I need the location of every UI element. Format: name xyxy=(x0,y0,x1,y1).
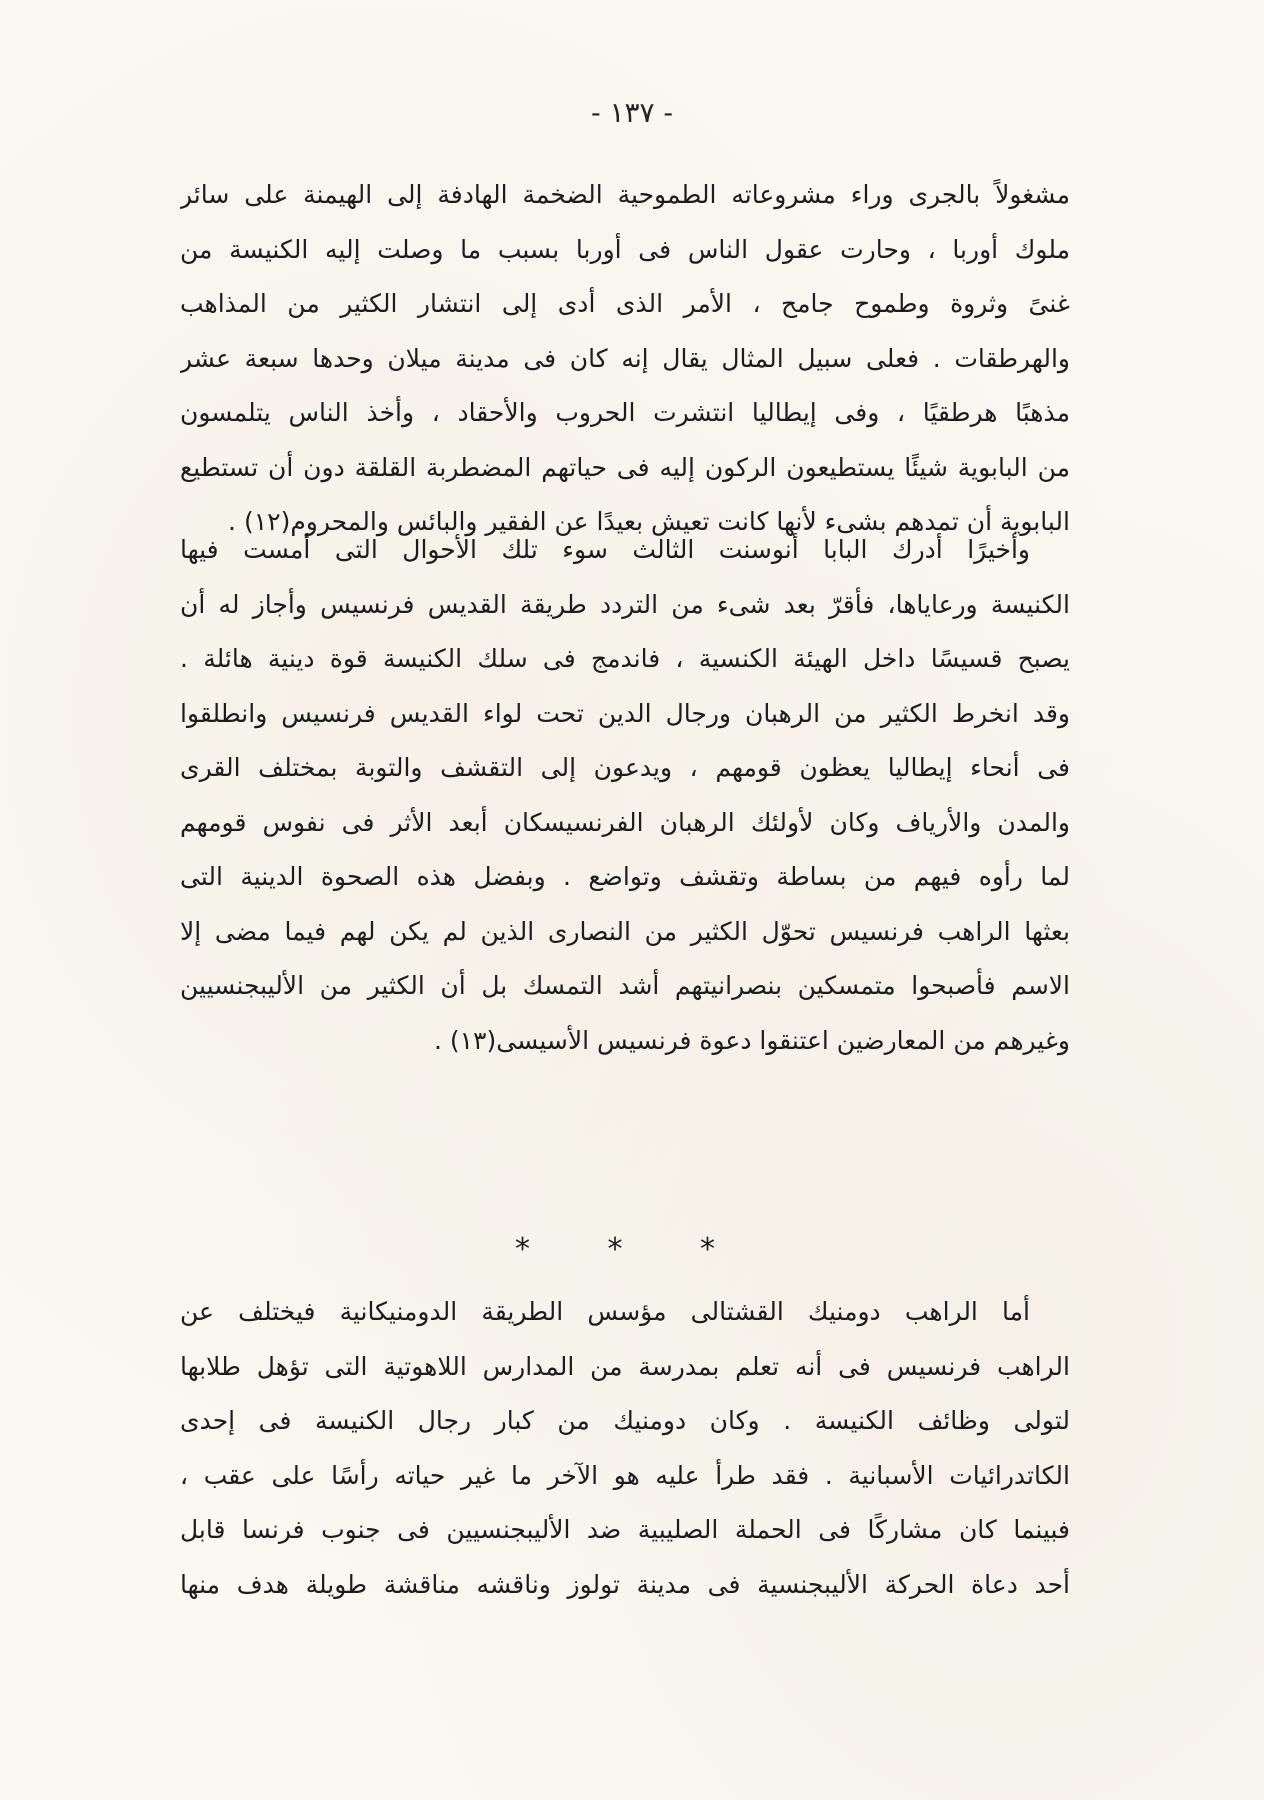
text-line: غنىً وثروة وطموح جامح ، الأمر الذى أدى إلى انتشار الكثير من المذاهب xyxy=(180,289,1070,318)
text-line: من البابوية شيئًا يستطيعون الركون إليه فى حياتهم المضطربة القلقة دون أن تستطيع xyxy=(180,452,1070,482)
text-line: فبينما كان مشاركًا فى الحملة الصليبية ضد الأليبجنسيين فى جنوب فرنسا قابل xyxy=(180,1515,1070,1544)
page-number: - ١٣٧ - xyxy=(591,96,673,129)
text-line: البابوية أن تمدهم بشىء لأنها كانت تعيش بعيدًا عن الفقير والبائس والمحروم(١٢) . xyxy=(228,507,1070,536)
text-line: فى أنحاء إيطاليا يعظون قومهم ، ويدعون إلى التقشف والتوبة بمختلف القرى xyxy=(180,753,1070,782)
text-line: وأخيرًا أدرك البابا أنوسنت الثالث سوء تلك الأحوال التى أمست فيها xyxy=(180,535,1030,564)
text-line: لتولى وظائف الكنيسة . وكان دومنيك من كبار رجال الكنيسة فى إحدى xyxy=(180,1406,1070,1435)
text-line: الكاتدرائيات الأسبانية . فقد طرأ عليه هو الآخر ما غير حياته رأسًا على عقب ، xyxy=(180,1460,1070,1490)
text-line: الراهب فرنسيس فى أنه تعلم بمدرسة من المدارس اللاهوتية التى تؤهل طلابها xyxy=(180,1351,1070,1381)
text-line: الكنيسة ورعاياها، فأقرّ بعد شىء من التردد طريقة القديس فرنسيس وأجاز له أن xyxy=(180,589,1070,619)
text-line: الاسم فأصبحوا متمسكين بنصرانيتهم أشد التمسك بل أن الكثير من الأليبجنسيين xyxy=(180,971,1070,1000)
section-separator: * * * xyxy=(514,1232,750,1267)
text-line: وقد انخرط الكثير من الرهبان ورجال الدين تحت لواء القديس فرنسيس وانطلقوا xyxy=(180,698,1070,728)
text-line: يصبح قسيسًا داخل الهيئة الكنسية ، فاندمج فى سلك الكنيسة قوة دينية هائلة . xyxy=(180,644,1070,673)
text-line: وغيرهم من المعارضين اعتنقوا دعوة فرنسيس الأسيسى(١٣) . xyxy=(433,1025,1070,1055)
paragraph-2 xyxy=(180,523,1070,1068)
paragraph-3 xyxy=(180,1285,1070,1612)
text-line: ملوك أوربا ، وحارت عقول الناس فى أوربا بسبب ما وصلت إليه الكنيسة من xyxy=(180,234,1070,264)
text-line: مشغولاً بالجرى وراء مشروعاته الطموحية الضخمة الهادفة إلى الهيمنة على سائر xyxy=(180,180,1070,209)
text-line: مذهبًا هرطقيًا ، وفى إيطاليا انتشرت الحروب والأحقاد ، وأخذ الناس يتلمسون xyxy=(180,398,1070,427)
paragraph-1 xyxy=(180,168,1070,550)
text-line: أما الراهب دومنيك القشتالى مؤسس الطريقة الدومنيكانية فيختلف عن xyxy=(180,1297,1030,1326)
text-line: والهرطقات . فعلى سبيل المثال يقال إنه كان فى مدينة ميلان وحدها سبعة عشر xyxy=(180,343,1070,373)
text-line: أحد دعاة الحركة الأليبجنسية فى مدينة تولوز وناقشه مناقشة طويلة هدف منها xyxy=(180,1569,1070,1599)
text-line: بعثها الراهب فرنسيس تحوّل الكثير من النصارى الذين لم يكن لهم فيما مضى إلا xyxy=(180,916,1070,946)
text-line: لما رأوه فيهم من بساطة وتقشف وتواضع . وبفضل هذه الصحوة الدينية التى xyxy=(180,862,1070,891)
text-line: والمدن والأرياف وكان لأولئك الرهبان الفرنسيسكان أبعد الأثر فى نفوس قومهم xyxy=(180,807,1070,837)
